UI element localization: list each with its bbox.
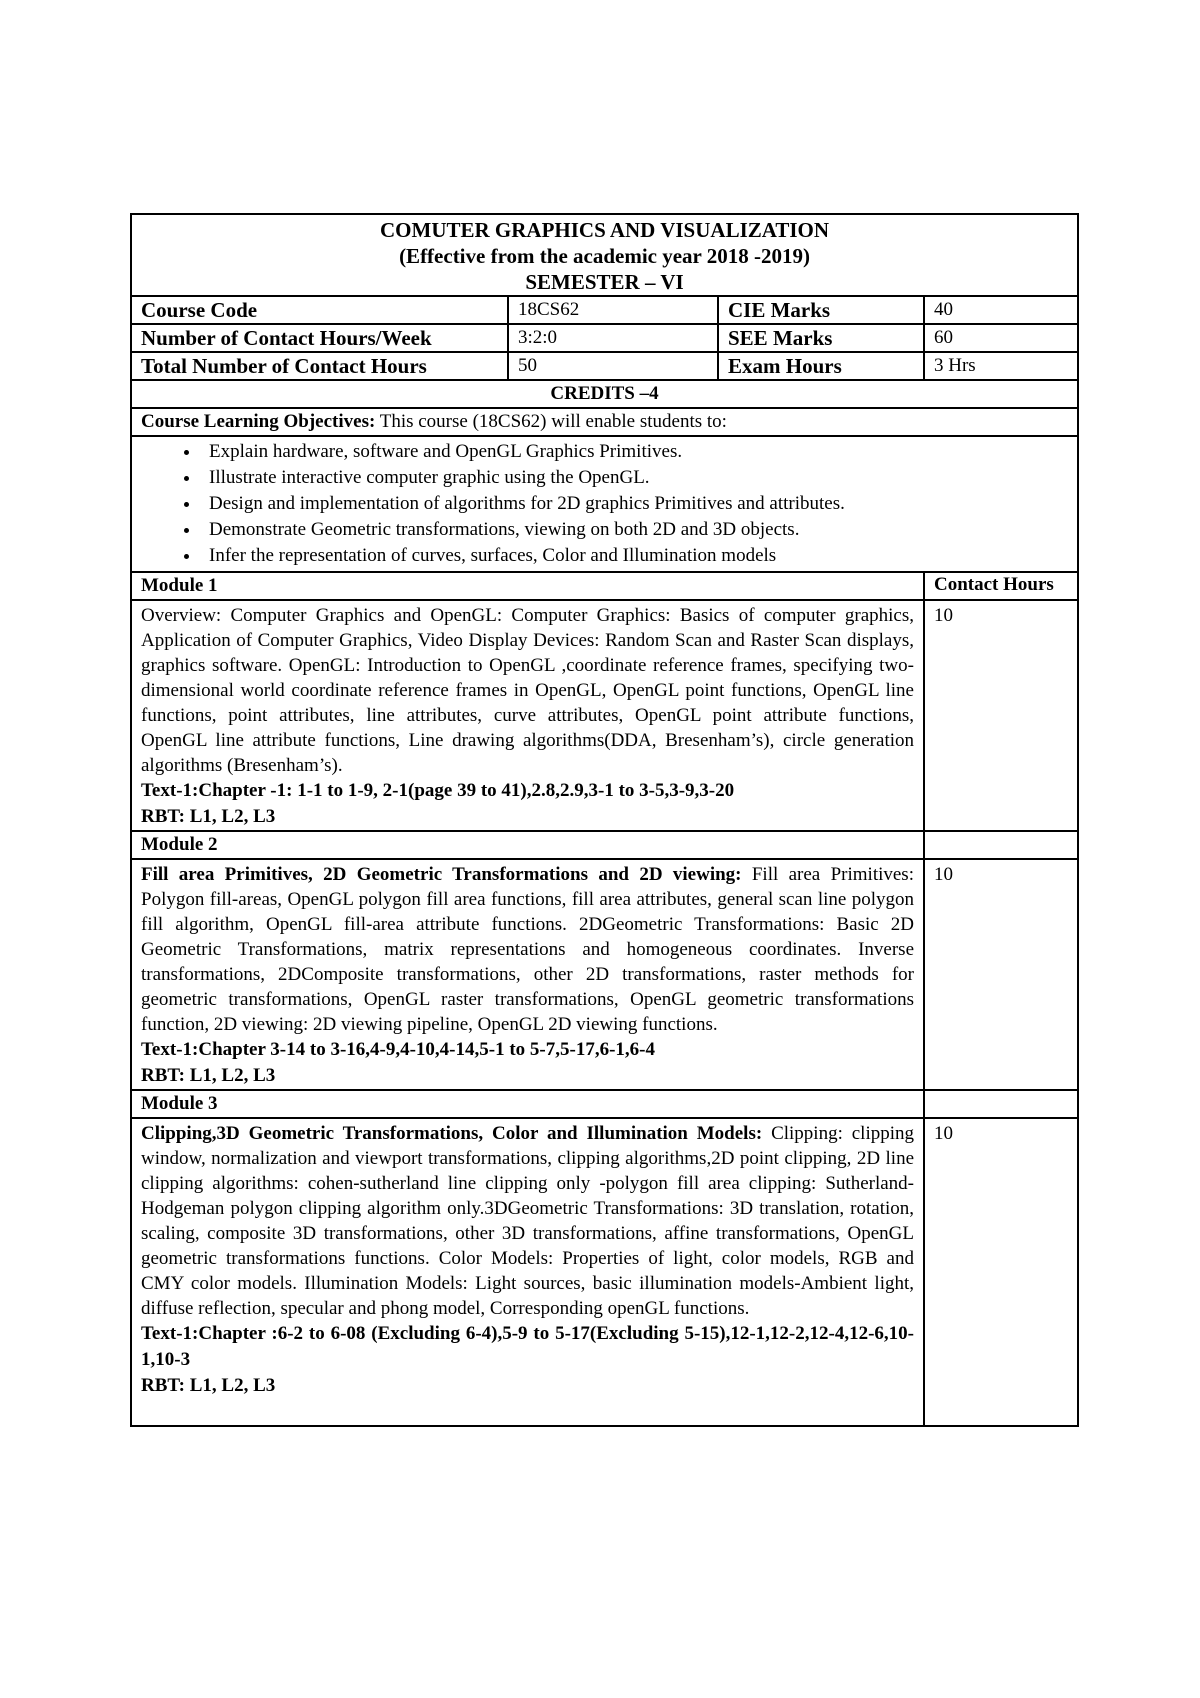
info-value: 50 (508, 352, 718, 380)
module-description (141, 1121, 914, 1321)
text-reference: Text-1:Chapter -1: 1-1 to 1-9, 2-1(page 39 to 41),2.8,2.9,3-1 to 3-5,3-9,3-20 (141, 780, 735, 801)
syllabus-page (130, 213, 1077, 1427)
info-row (131, 324, 1078, 352)
rbt-levels: RBT: L1, L2, L3 (141, 1065, 276, 1086)
list-item: • Infer the representation of curves, surfaces, Color and Illumination models (201, 543, 1068, 569)
module-description (141, 862, 914, 1037)
module-heading-row (131, 831, 1078, 859)
module-heading-row (131, 572, 1078, 600)
info-value: 3:2:0 (508, 324, 718, 352)
text-reference: Text-1:Chapter :6-2 to 6-08 (Excluding 6-4),5-9 to 5-17(Excluding 5-15),12-1,12-2,12-4,12-6,10-1,10-3 (141, 1323, 914, 1370)
module-lead: Fill area Primitives, 2D Geometric Transformations and 2D viewing: (141, 864, 742, 885)
info-value: 18CS62 (508, 296, 718, 324)
objectives-label: Course Learning Objectives: (141, 411, 376, 432)
module-lead: Clipping,3D Geometric Transformations, Color and Illumination Models: (141, 1123, 763, 1144)
info-label: Exam Hours (718, 352, 924, 380)
syllabus-table (130, 213, 1079, 1427)
module-body: Clipping: clipping window, normalization and viewport transformations, clipping algorithms,2D point clipping, 2D line clipping algorithms: cohen-sutherland line clipping only -polygon fill area clipping: Sutherland-Hodgeman polygon clipping algorithm only.3DGeometric Transformations: 3D translation, rotation, scaling, composite 3D transformations, other 3D transformations, affine transformations, OpenGL geometric transformations functions. Color Models: Properties of light, color models, RGB and CMY color models. Illumination Models: Light sources, basic illumination models-Ambient light, diffuse reflection, specular and phong model, Corresponding openGL functions. (141, 1123, 914, 1319)
objectives-intro: This course (18CS62) will enable students to: (375, 411, 727, 432)
module-content-row (131, 859, 1078, 1090)
module-content-row (131, 600, 1078, 831)
semester-label: SEMESTER – VI (525, 270, 684, 294)
title-row (131, 214, 1078, 296)
list-item: • Demonstrate Geometric transformations, viewing on both 2D and 3D objects. (201, 517, 1068, 543)
text-reference: Text-1:Chapter 3-14 to 3-16,4-9,4-10,4-14,5-1 to 5-7,5-17,6-1,6-4 (141, 1039, 655, 1060)
effective-note: (Effective from the academic year 2018 -2019) (399, 244, 810, 268)
info-row (131, 296, 1078, 324)
objectives-list-row (131, 436, 1078, 572)
module-title: Module 2 (131, 831, 924, 859)
info-label: Number of Contact Hours/Week (131, 324, 508, 352)
rbt-levels: RBT: L1, L2, L3 (141, 806, 276, 827)
module-hours: 10 (924, 859, 1078, 1090)
module-heading-row (131, 1090, 1078, 1118)
module-content-row (131, 1118, 1078, 1426)
objectives-list (141, 439, 1068, 569)
info-label: CIE Marks (718, 296, 924, 324)
info-label: Total Number of Contact Hours (131, 352, 508, 380)
module-hours: 10 (924, 1118, 1078, 1426)
objectives-heading-row (131, 408, 1078, 436)
info-label: Course Code (131, 296, 508, 324)
module-hours: 10 (924, 600, 1078, 831)
course-title: COMUTER GRAPHICS AND VISUALIZATION (380, 218, 830, 242)
info-value: 3 Hrs (924, 352, 1078, 380)
rbt-levels: RBT: L1, L2, L3 (141, 1375, 276, 1396)
module-body: Overview: Computer Graphics and OpenGL: Computer Graphics: Basics of computer graphics, Application of Computer Graphics, Video Display Devices: Random Scan and Raster Scan displays, graphics software. OpenGL: Introduction to OpenGL ,coordinate reference frames, specifying two-dimensional world coordinate reference frames in OpenGL, OpenGL point functions, OpenGL line functions, point attributes, line attributes, curve attributes, OpenGL point attribute functions, OpenGL line attribute functions, Line drawing algorithms(DDA, Bresenham’s), circle generation algorithms (Bresenham’s). (141, 605, 914, 776)
list-item: • Design and implementation of algorithms for 2D graphics Primitives and attributes. (201, 491, 1068, 517)
module-title: Module 1 (131, 572, 924, 600)
module-body: Fill area Primitives: Polygon fill-areas, OpenGL polygon fill area functions, fill area attributes, general scan line polygon fill algorithm, OpenGL fill-area attribute functions. 2DGeometric Transformations: Basic 2D Geometric Transformations, matrix representations and homogeneous coordinates. Inverse transformations, 2DComposite transformations, other 2D transformations, raster methods for geometric transformations, OpenGL raster transformations, OpenGL geometric transformations function, 2D viewing: 2D viewing pipeline, OpenGL 2D viewing functions. (141, 864, 914, 1035)
info-value: 40 (924, 296, 1078, 324)
module-title: Module 3 (131, 1090, 924, 1118)
info-value: 60 (924, 324, 1078, 352)
list-item: • Illustrate interactive computer graphic using the OpenGL. (201, 465, 1068, 491)
credits-row (131, 380, 1078, 408)
credits-label: CREDITS –4 (131, 380, 1078, 408)
module-description (141, 603, 914, 778)
info-row (131, 352, 1078, 380)
info-label: SEE Marks (718, 324, 924, 352)
contact-hours-header: Contact Hours (924, 572, 1078, 600)
list-item: • Explain hardware, software and OpenGL Graphics Primitives. (201, 439, 1068, 465)
